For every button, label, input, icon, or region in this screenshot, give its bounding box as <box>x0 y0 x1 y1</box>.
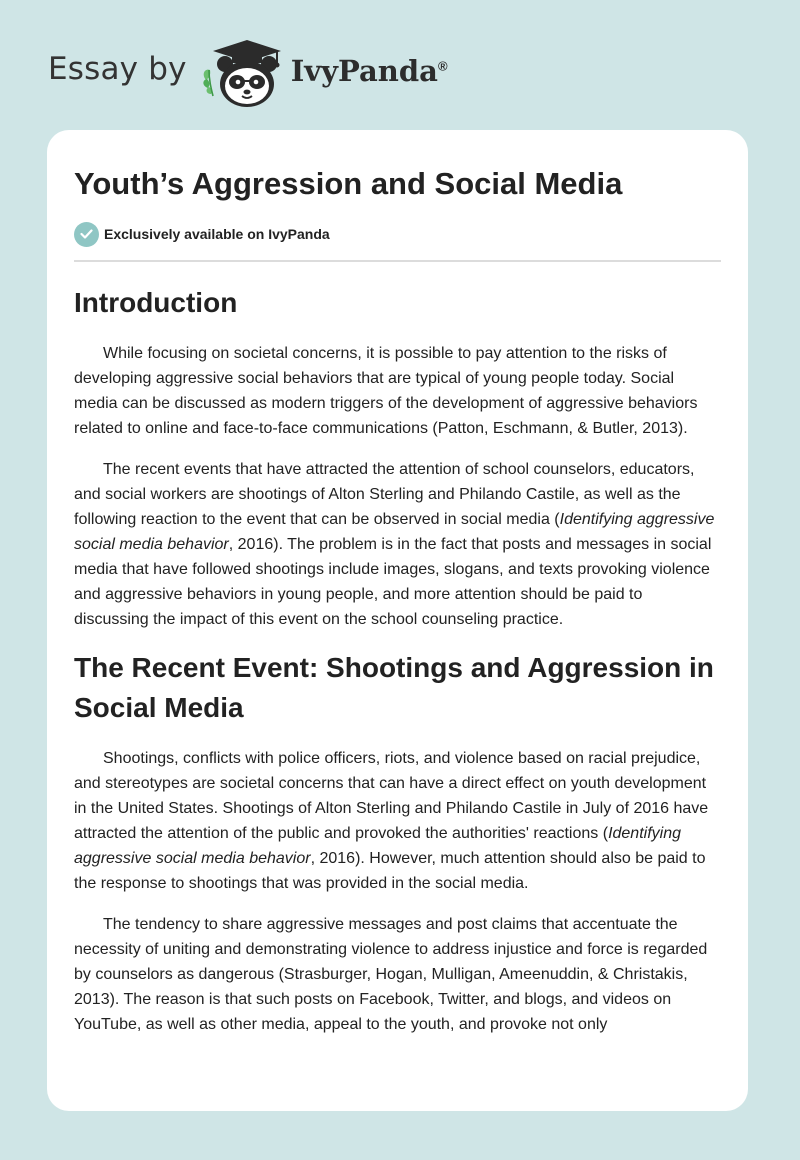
essay-card <box>47 130 748 1111</box>
essay-title: Youth’s Aggression and Social Media <box>74 166 623 201</box>
italic-citation: Identifying aggressive social media behavior <box>74 825 681 867</box>
section-heading-recent-event: The Recent Event: Shootings and Aggression in Social Media <box>74 652 714 723</box>
exclusive-badge <box>74 221 721 247</box>
paragraph: The tendency to share aggressive messages and post claims that accentuate the necessity of uniting and demonstrating violence to address injustice and force is regarded by counselors as dangerous (Strasburger, Hogan, Mulligan, Ameenuddin, & Christakis, 2013). The reason is that such posts on Facebook, Twitter, and blogs, and videos on YouTube, as well as other media, appeal to the youth, and provoke not only <box>74 916 708 1033</box>
checkmark-icon <box>74 222 99 247</box>
exclusive-text: Exclusively available on IvyPanda <box>104 226 330 242</box>
panda-logo-icon <box>197 34 289 110</box>
section-heading-introduction: Introduction <box>74 287 238 318</box>
italic-citation: Identifying aggressive social media behavior <box>74 511 715 553</box>
paragraph: The recent events that have attracted the attention of school counselors, educators, and social workers are shootings of Alton Sterling and Philando Castile, as well as the following reaction to the event that can be observed in social media (Identifying aggressive social media behavior, 2016). The problem is in the fact that posts and messages in social media that have followed shootings include images, slogans, and texts provoking violence and aggressive behaviors in young people, and more attention should be paid to discussing the impact of this event on the school counseling practice. <box>74 461 715 628</box>
brand-name: IvyPanda® <box>290 54 448 88</box>
site-header <box>48 34 448 110</box>
paragraph: While focusing on societal concerns, it is possible to pay attention to the risks of developing aggressive social behaviors that are typical of young people today. Social media can be discussed as modern triggers of the development of aggressive behaviors related to online and face-to-face communications (Patton, Eschmann, & Butler, 2013). <box>74 345 698 437</box>
paragraph: Shootings, conflicts with police officers, riots, and violence based on racial prejudice, and stereotypes are societal concerns that can have a direct effect on youth development in the United States. Shootings of Alton Sterling and Philando Castile in July of 2016 have attracted the attention of the public and provoked the authorities' reactions (Identifying aggressive social media behavior, 2016). However, much attention should also be paid to the response to shootings that was provided in the social media. <box>74 750 709 892</box>
brand-prefix: Essay by <box>48 51 187 87</box>
title-divider <box>74 260 721 262</box>
